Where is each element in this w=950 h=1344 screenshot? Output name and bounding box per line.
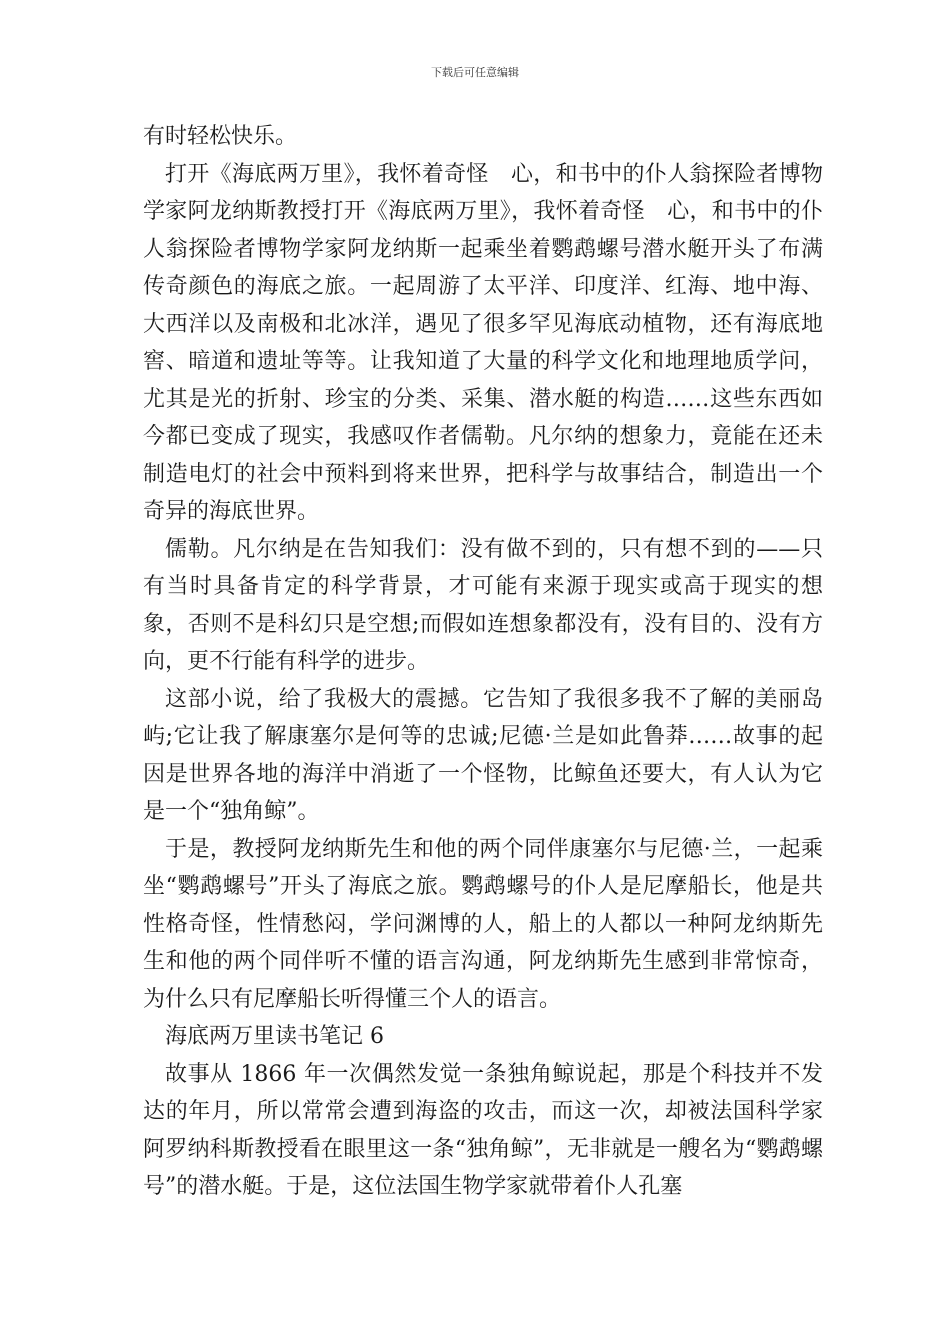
paragraph-3: 儒勒。凡尔纳是在告知我们：没有做不到的，只有想不到的——只有当时具备肯定的科学背景，才可能有来源于现实或高于现实的想象，否则不是科幻只是空想;而假如连想象都没有，没有目的、没有方向，更不行能有科学的进步。 xyxy=(143,536,823,674)
paragraph-2: 打开《海底两万里》，我怀着奇怪 心，和书中的仆人翁探险者博物学家阿龙纳斯教授打开《海底两万里》，我怀着奇怪 心，和书中的仆人翁探险者博物学家阿龙纳斯一起乘坐着鹦鹉螺号潜水艇开头了布满传奇颜色的海底之旅。一起周游了太平洋、印度洋、红海、地中海、大西洋以及南极和北冰洋，遇见了很多罕见海底动植物，还有海底地窖、暗道和遗址等等。让我知道了大量的科学文化和地理地质学问，尤其是光的折射、珍宝的分类、采集、潜水艇的构造……这些东西如今都已变成了现实，我感叹作者儒勒。凡尔纳的想象力，竟能在还未制造电灯的社会中预料到将来世界，把科学与故事结合，制造出一个奇异的海底世界。 xyxy=(143,161,823,524)
paragraph-1: 有时轻松快乐。 xyxy=(143,124,298,149)
document-body xyxy=(143,118,823,1206)
paragraph-5: 于是，教授阿龙纳斯先生和他的两个同伴康塞尔与尼德·兰，一起乘坐“鹦鹉螺号”开头了海底之旅。鹦鹉螺号的仆人是尼摩船长，他是共性格奇怪，性情愁闷，学问渊博的人，船上的人都以一种阿龙纳斯先生和他的两个同伴听不懂的语言沟通，阿龙纳斯先生感到非常惊奇，为什么只有尼摩船长听得懂三个人的语言。 xyxy=(143,836,823,1012)
paragraph-7: 故事从 1866 年一次偶然发觉一条独角鲸说起，那是个科技并不发达的年月，所以常常会遭到海盗的攻击，而这一次，却被法国科学家阿罗纳科斯教授看在眼里这一条“独角鲸”，无非就是一艘名为“鹦鹉螺号”的潜水艇。于是，这位法国生物学家就带着仆人孔塞 xyxy=(143,1061,823,1199)
section-heading: 海底两万里读书笔记 6 xyxy=(165,1024,384,1049)
paragraph-4: 这部小说，给了我极大的震撼。它告知了我很多我不了解的美丽岛屿;它让我了解康塞尔是何等的忠诚;尼德·兰是如此鲁莽……故事的起因是世界各地的海洋中消逝了一个怪物，比鲸鱼还要大，有人认为它是一个“独角鲸”。 xyxy=(143,686,823,824)
page-header-note: 下载后可任意编辑 xyxy=(431,66,519,79)
